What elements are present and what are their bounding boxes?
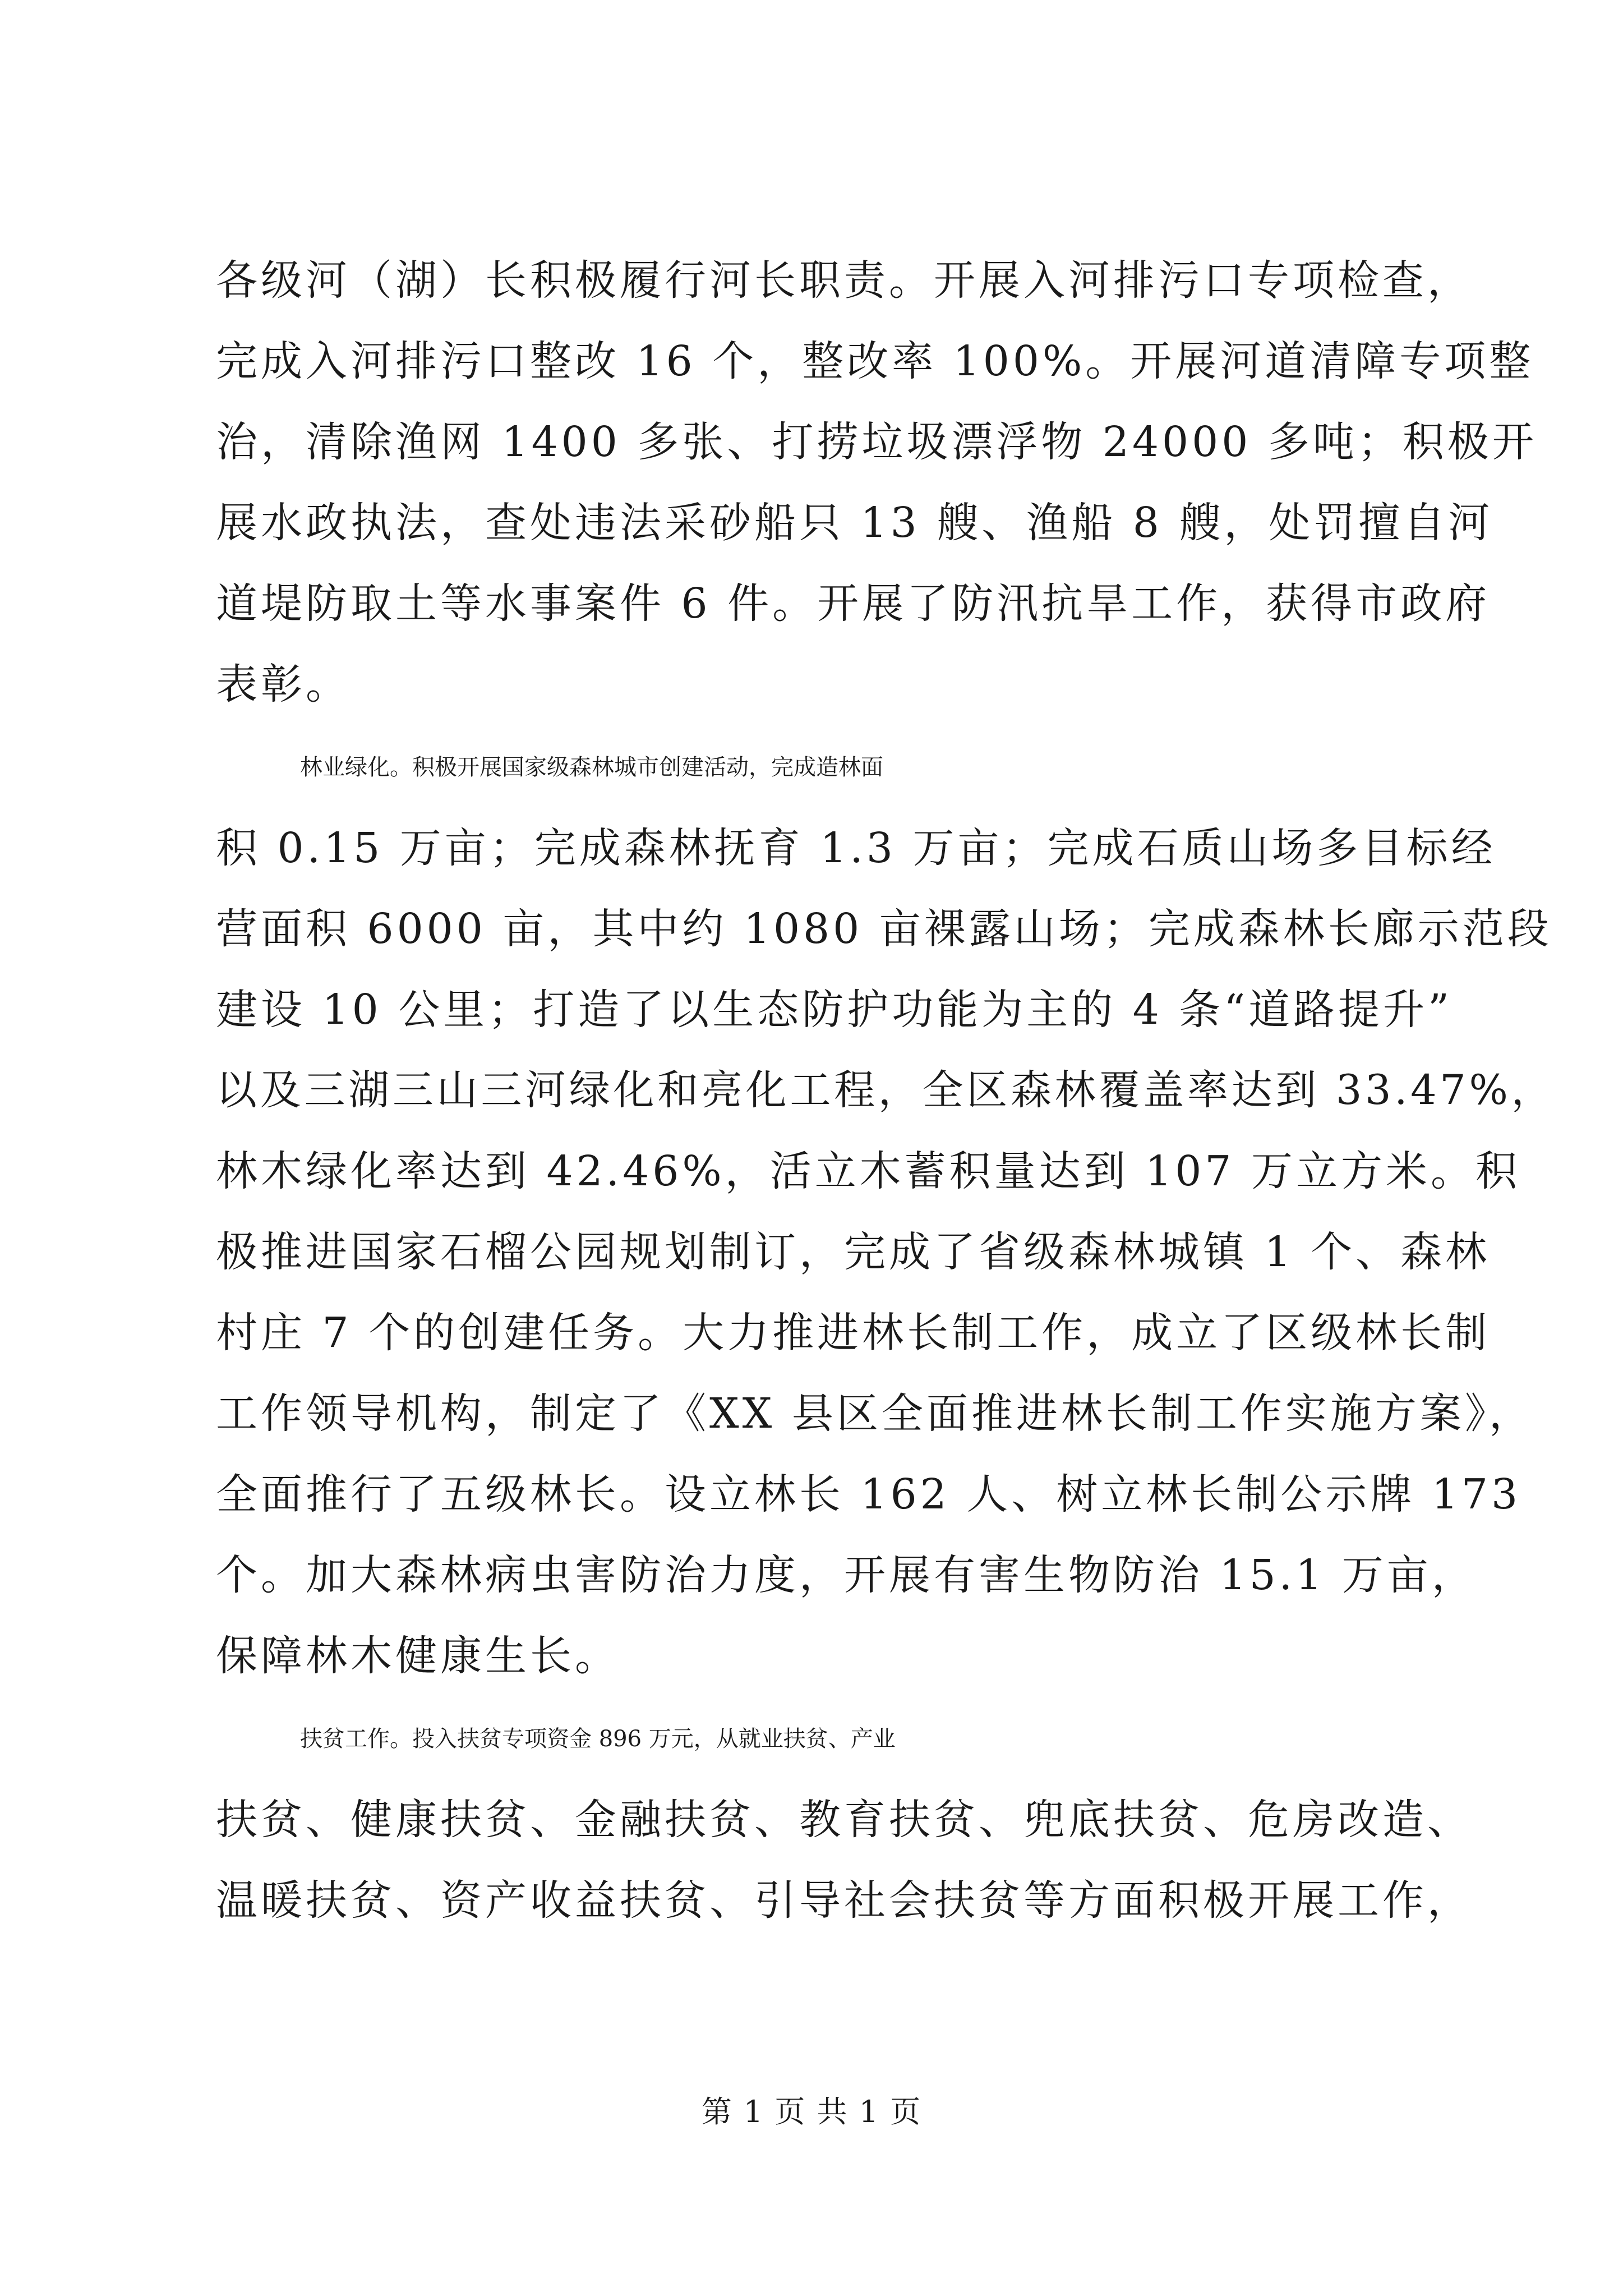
- paragraph-first-line: 林业绿化。积极开展国家级森林城市创建活动，完成造林面: [300, 754, 883, 780]
- text-line: 极推进国家石榴公园规划制订，完成了省级森林城镇 1 个、森林: [216, 1228, 1491, 1276]
- text-line: 全面推行了五级林长。设立林长 162 人、树立林长制公示牌 173: [216, 1470, 1521, 1519]
- text-line: 完成入河排污口整改 16 个，整改率 100%。开展河道清障专项整: [216, 337, 1534, 385]
- text-line: 林木绿化率达到 42.46%，活立木蓄积量达到 107 万立方米。积: [216, 1147, 1520, 1195]
- text-line: 道堤防取土等水事案件 6 件。开展了防汛抗旱工作，获得市政府: [216, 579, 1491, 628]
- text-line: 展水政执法，查处违法采砂船只 13 艘、渔船 8 艘，处罚擅自河: [216, 499, 1493, 547]
- text-line: 营面积 6000 亩，其中约 1080 亩裸露山场；完成森林长廊示范段: [216, 905, 1552, 953]
- paragraph-first-line: 扶贫工作。投入扶贫专项资金 896 万元，从就业扶贫、产业: [300, 1726, 896, 1752]
- text-line: 各级河（湖）长积极履行河长职责。开展入河排污口专项检查，: [216, 256, 1472, 305]
- text-line: 治，清除渔网 1400 多张、打捞垃圾漂浮物 24000 多吨；积极开: [216, 418, 1537, 466]
- text-line: 表彰。: [216, 660, 351, 708]
- text-line: 扶贫、健康扶贫、金融扶贫、教育扶贫、兜底扶贫、危房改造、: [216, 1796, 1472, 1844]
- text-line: 以及三湖三山三河绿化和亮化工程，全区森林覆盖率达到 33.47%，: [216, 1066, 1556, 1114]
- text-line: 建设 10 公里；打造了以生态防护功能为主的 4 条“道路提升”: [216, 986, 1453, 1034]
- text-line: 积 0.15 万亩；完成森林抚育 1.3 万亩；完成石质山场多目标经: [216, 824, 1496, 872]
- text-line: 温暖扶贫、资产收益扶贫、引导社会扶贫等方面积极开展工作，: [216, 1876, 1472, 1925]
- page-number-footer: 第 1 页 共 1 页: [701, 2094, 922, 2129]
- text-line: 工作领导机构，制定了《XX 县区全面推进林长制工作实施方案》，: [216, 1389, 1534, 1438]
- text-line: 个。加大森林病虫害防治力度，开展有害生物防治 15.1 万亩，: [216, 1551, 1477, 1599]
- text-line: 村庄 7 个的创建任务。大力推进林长制工作，成立了区级林长制: [216, 1309, 1491, 1357]
- text-line: 保障林木健康生长。: [216, 1632, 620, 1680]
